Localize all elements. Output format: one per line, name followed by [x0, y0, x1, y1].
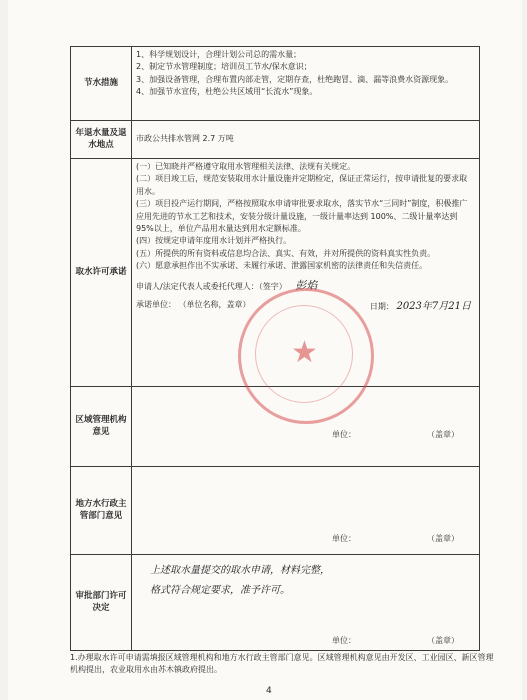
local-water-unit: 单位： [332, 534, 356, 543]
discharge-label: 年退水量及退水地点 [71, 121, 132, 159]
water-saving-row [71, 47, 480, 121]
date-label: 日期： [369, 301, 394, 311]
approval-handwriting-line1: 上述取水量提交的取水申请，材料完整， [150, 565, 330, 576]
regional-row [71, 387, 480, 467]
commitment-date [370, 299, 471, 315]
water-saving-item: 4、加强节水宣传，杜绝公共区域用“长流水”现象。 [136, 87, 318, 97]
applicant-signature: 彭焰 [295, 278, 318, 292]
commitment-item: (一）已知晓并严格遵守取用水管理相关法律、法规有关规定。 [136, 162, 356, 171]
regional-seal: （盖章） [427, 430, 459, 439]
commitment-label: 取水许可承诺 [71, 159, 132, 387]
seal-star-icon: ★ [291, 335, 318, 370]
commitment-item: (六）愿意承担作出不实承诺、未履行承诺、泄露国家机密的法律责任和失信责任。 [136, 261, 428, 271]
applicant-label: 申请人/法定代表人或委托代理人：（签字） [136, 281, 287, 291]
water-saving-label: 节水措施 [71, 47, 132, 121]
regional-unit: 单位： [332, 430, 356, 439]
water-saving-item: 1、科学规划设计，合理计划公司总的需水量； [136, 50, 302, 59]
commitment-unit-label: 承诺单位： （单位名称，盖章） [136, 299, 251, 309]
approval-unit: 单位： [332, 636, 356, 645]
commitment-content [132, 159, 480, 387]
approval-row [71, 555, 480, 651]
commitment-item: (三）项目投产运行期间，严格按照取水申请审批要求取水，落实节水“三同时”制度，积极推广应用先进的节水工艺和技术，安装分级计量设施，一级计量率达到 100%、二级计量率达到 95%以上，单位产品用水量达到用水定额标准。 [136, 199, 468, 233]
commitment-item: (二）项目竣工后，规范安装取用水计量设施并定期检定，保证正常运行，按申请批复的要求取用水。 [136, 174, 468, 196]
date-value: 2023年7月21日 [396, 300, 471, 312]
discharge-row [71, 121, 480, 159]
water-saving-item: 2、制定节水管理制度；培训员工节水/保水意识； [136, 62, 312, 72]
commitment-unit-row [136, 299, 475, 315]
regional-label: 区域管理机构意见 [71, 387, 132, 467]
approval-content [132, 555, 480, 651]
water-saving-item: 3、加强设备管理，合理布置内部走管，定期存查，杜绝跑冒、滴、漏等浪费水资源现象。 [136, 74, 454, 84]
local-water-row [71, 467, 480, 555]
approval-seal: （盖章） [427, 636, 459, 645]
local-water-content [132, 467, 480, 555]
approval-handwriting-line2: 格式符合规定要求，准予许可。 [150, 585, 290, 596]
local-water-seal: （盖章） [427, 534, 459, 543]
water-saving-content [132, 47, 480, 121]
footnote: 1.办理取水许可申请需填报区域管理机构和地方水行政主管部门意见。区域管理机构意见由开发区、工业园区、新区管理机构提出，农业取用水由苏木镇政府提出。 [70, 653, 494, 674]
permit-form-table [70, 46, 480, 651]
page-number: 4 [266, 686, 272, 696]
commitment-item: (五）所提供的所有资料或信息均合法、真实、有效，并对所提供的资料真实性负责。 [136, 248, 436, 258]
document-page [8, 0, 522, 700]
local-water-label: 地方水行政主管部门意见 [71, 467, 132, 555]
regional-content [132, 387, 480, 467]
commitment-item: (四）按规定申请年度用水计划并严格执行。 [136, 236, 292, 246]
approval-label: 审批部门许可决定 [71, 555, 132, 651]
commitment-row [71, 159, 480, 387]
discharge-value: 市政公共排水管网 2.7 万吨 [132, 121, 480, 159]
applicant-signature-row [136, 277, 475, 293]
